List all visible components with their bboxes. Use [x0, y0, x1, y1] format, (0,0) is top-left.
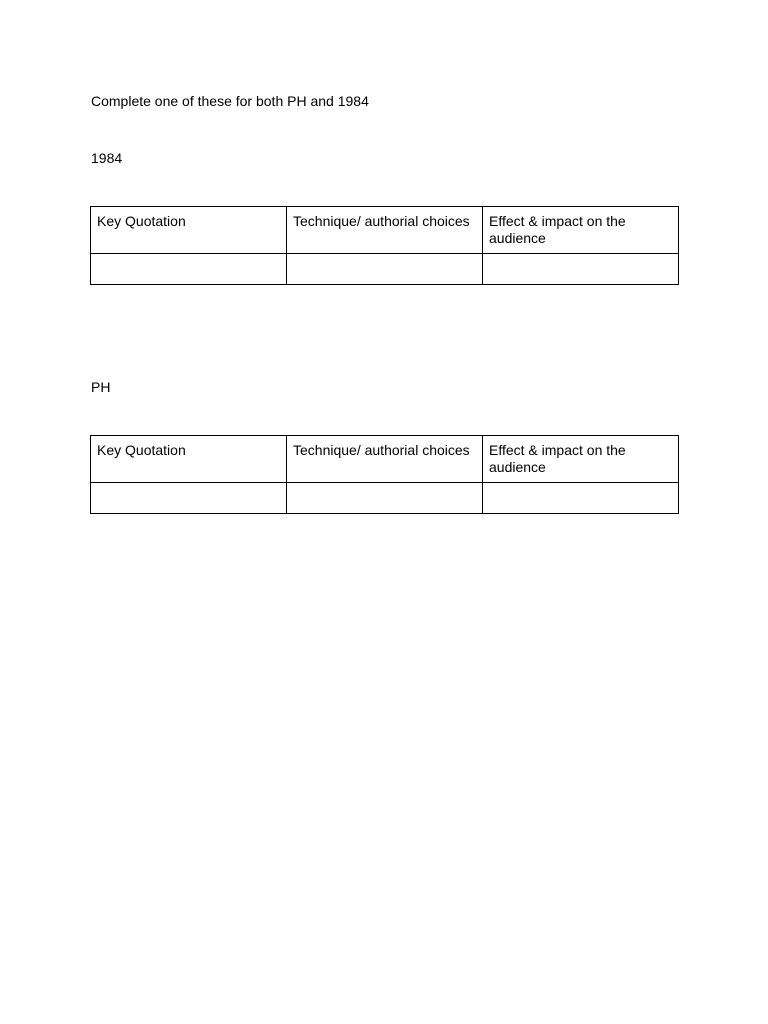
analysis-table-ph [90, 435, 679, 514]
table-header-row [91, 207, 679, 254]
table-cell-effect-impact[interactable] [483, 483, 679, 514]
table-header-row [91, 436, 679, 483]
table-row [91, 483, 679, 514]
table-cell-key-quotation[interactable] [91, 483, 287, 514]
header-technique: Technique/ authorial choices [287, 207, 483, 254]
table-row [91, 254, 679, 285]
table-cell-technique[interactable] [287, 254, 483, 285]
header-key-quotation: Key Quotation [91, 207, 287, 254]
header-key-quotation: Key Quotation [91, 436, 287, 483]
section-heading-ph: PH [91, 379, 111, 395]
header-effect-impact: Effect & impact on the audience [483, 436, 679, 483]
analysis-table-1984 [90, 206, 679, 285]
table-cell-key-quotation[interactable] [91, 254, 287, 285]
instruction-text: Complete one of these for both PH and 1984 [91, 93, 369, 109]
table-cell-effect-impact[interactable] [483, 254, 679, 285]
table-cell-technique[interactable] [287, 483, 483, 514]
header-technique: Technique/ authorial choices [287, 436, 483, 483]
section-heading-1984: 1984 [91, 150, 123, 166]
header-effect-impact: Effect & impact on the audience [483, 207, 679, 254]
